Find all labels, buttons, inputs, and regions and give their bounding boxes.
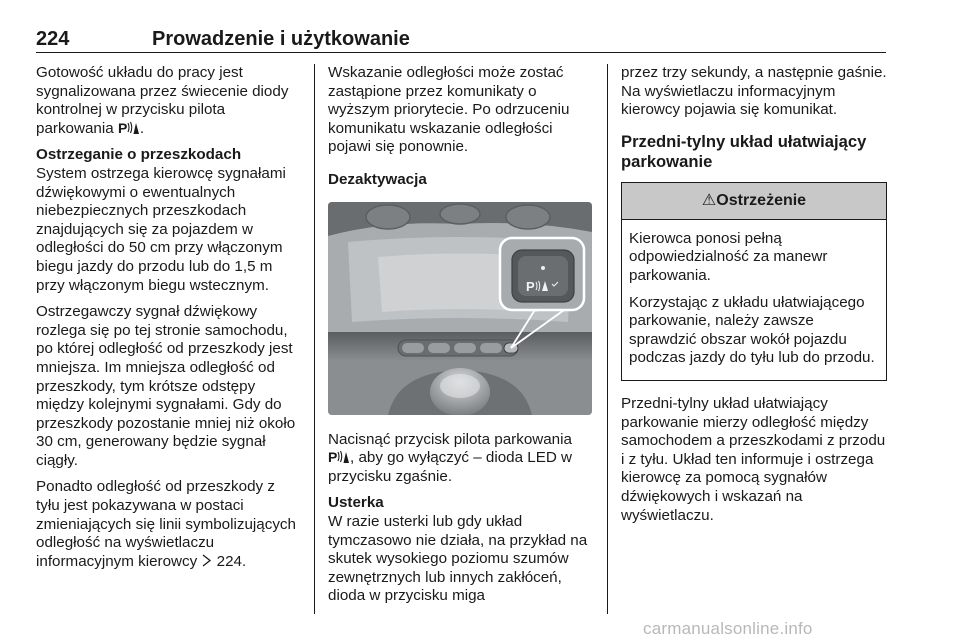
column-divider bbox=[314, 64, 315, 614]
continued-paragraph: przez trzy sekundy, a następnie gaśnie. Na wyświetlaczu informacyjnym kierowcy pojawia się komunikat. bbox=[621, 64, 887, 119]
column-divider bbox=[607, 64, 608, 614]
obstacle-heading: Ostrzeganie o przeszkodach bbox=[36, 146, 242, 164]
watermark: carmanualsonline.info bbox=[643, 619, 813, 638]
fault-paragraph: Usterka W razie usterki lub gdy układ tymczasowo nie działa, na przykład na skutek wysokiego poziomu szumów zewnętrznych lub innych zakłóceń, dioda w przycisku miga bbox=[328, 494, 588, 605]
svg-text:P: P bbox=[526, 278, 535, 294]
chapter-title: Prowadzenie i użytkowanie bbox=[152, 28, 410, 50]
deactivation-paragraph: Nacisnąć przycisk pilota parkowania P , aby go wyłączyć – dioda LED w przycisku zgaśnie. bbox=[328, 430, 573, 485]
acoustic-signal-paragraph: Ostrzegawczy sygnał dźwiękowy rozlega się po tej stronie samochodu, po której odległość od przeszkody jest mniejsza. Im mniejsza odległość od przeszkody, tym krótsze odstępy między kolejnymi sygnałami. Gdy do przeszkody pozostanie mniej niż około 30 cm, generowany będzie sygnał ciągły. bbox=[36, 303, 296, 469]
warning-triangle-icon: ⚠ bbox=[701, 191, 717, 209]
readiness-paragraph: Gotowość układu do pracy jest sygnalizowana przez świecenie diody kontrolnej w przycisku pilota parkowania P . bbox=[36, 64, 289, 137]
warning-paragraph: Korzystając z układu ułatwiającego parkowanie, należy zawsze sprawdzić obszar wokół pojazdu podczas jazdy do tyłu lub do przodu. bbox=[629, 293, 875, 367]
front-rear-description: Przedni-tylny układ ułatwiający parkowanie mierzy odległość między samochodem a przeszkodami z przodu i z tyłu. Układ ten informuje i ostrzega kierowcę za pomocą sygnałów dźwiękowych i wskazań na wyświetlaczu. bbox=[621, 394, 886, 524]
column-2 bbox=[328, 64, 592, 614]
column-3 bbox=[621, 64, 887, 533]
section-title: Przedni-tylny układ ułatwiający parkowanie bbox=[621, 131, 867, 171]
park-assist-icon bbox=[118, 120, 140, 135]
page-reference-icon bbox=[201, 553, 212, 568]
warning-paragraph: Kierowca ponosi pełną odpowiedzialność za manewr parkowania. bbox=[629, 229, 828, 284]
svg-text:P: P bbox=[117, 119, 128, 135]
warning-title: Ostrzeżenie bbox=[716, 191, 807, 209]
distance-display-paragraph: Ponadto odległość od przeszkody z tyłu jest pokazywana w postaci zmieniających się linii symbolizujących odległość na wyświetlaczu informacyjnym kierowcy 224. bbox=[36, 478, 296, 570]
page-number: 224 bbox=[36, 28, 70, 50]
console-figure bbox=[328, 202, 592, 415]
fault-heading: Usterka bbox=[328, 494, 384, 512]
page-header bbox=[36, 26, 886, 53]
warning-body bbox=[622, 220, 886, 380]
obstacle-warning-paragraph: Ostrzeganie o przeszkodach System ostrzega kierowcę sygnałami dźwiękowymi o ewentualnych niebezpiecznych przeszkodach znajdujących się za pojazdem w odległości do 50 cm przy włączonym biegu jazdy do przodu lub do 1,5 m przy włączonym biegu wstecznym. bbox=[36, 146, 286, 294]
priority-paragraph: Wskazanie odległości może zostać zastąpione przez komunikaty o wyższym priorytecie. Po odrzuceniu komunikatu wskazanie odległości pojawi się ponownie. bbox=[328, 64, 570, 156]
page-reference-link[interactable]: 224 bbox=[216, 552, 242, 570]
column-1 bbox=[36, 64, 300, 579]
deactivation-heading: Dezaktywacja bbox=[328, 170, 427, 188]
warning-box bbox=[621, 182, 887, 381]
park-assist-icon bbox=[328, 449, 350, 464]
svg-text:P: P bbox=[328, 449, 338, 465]
warning-header bbox=[622, 183, 886, 220]
center-console-illustration bbox=[328, 202, 592, 415]
